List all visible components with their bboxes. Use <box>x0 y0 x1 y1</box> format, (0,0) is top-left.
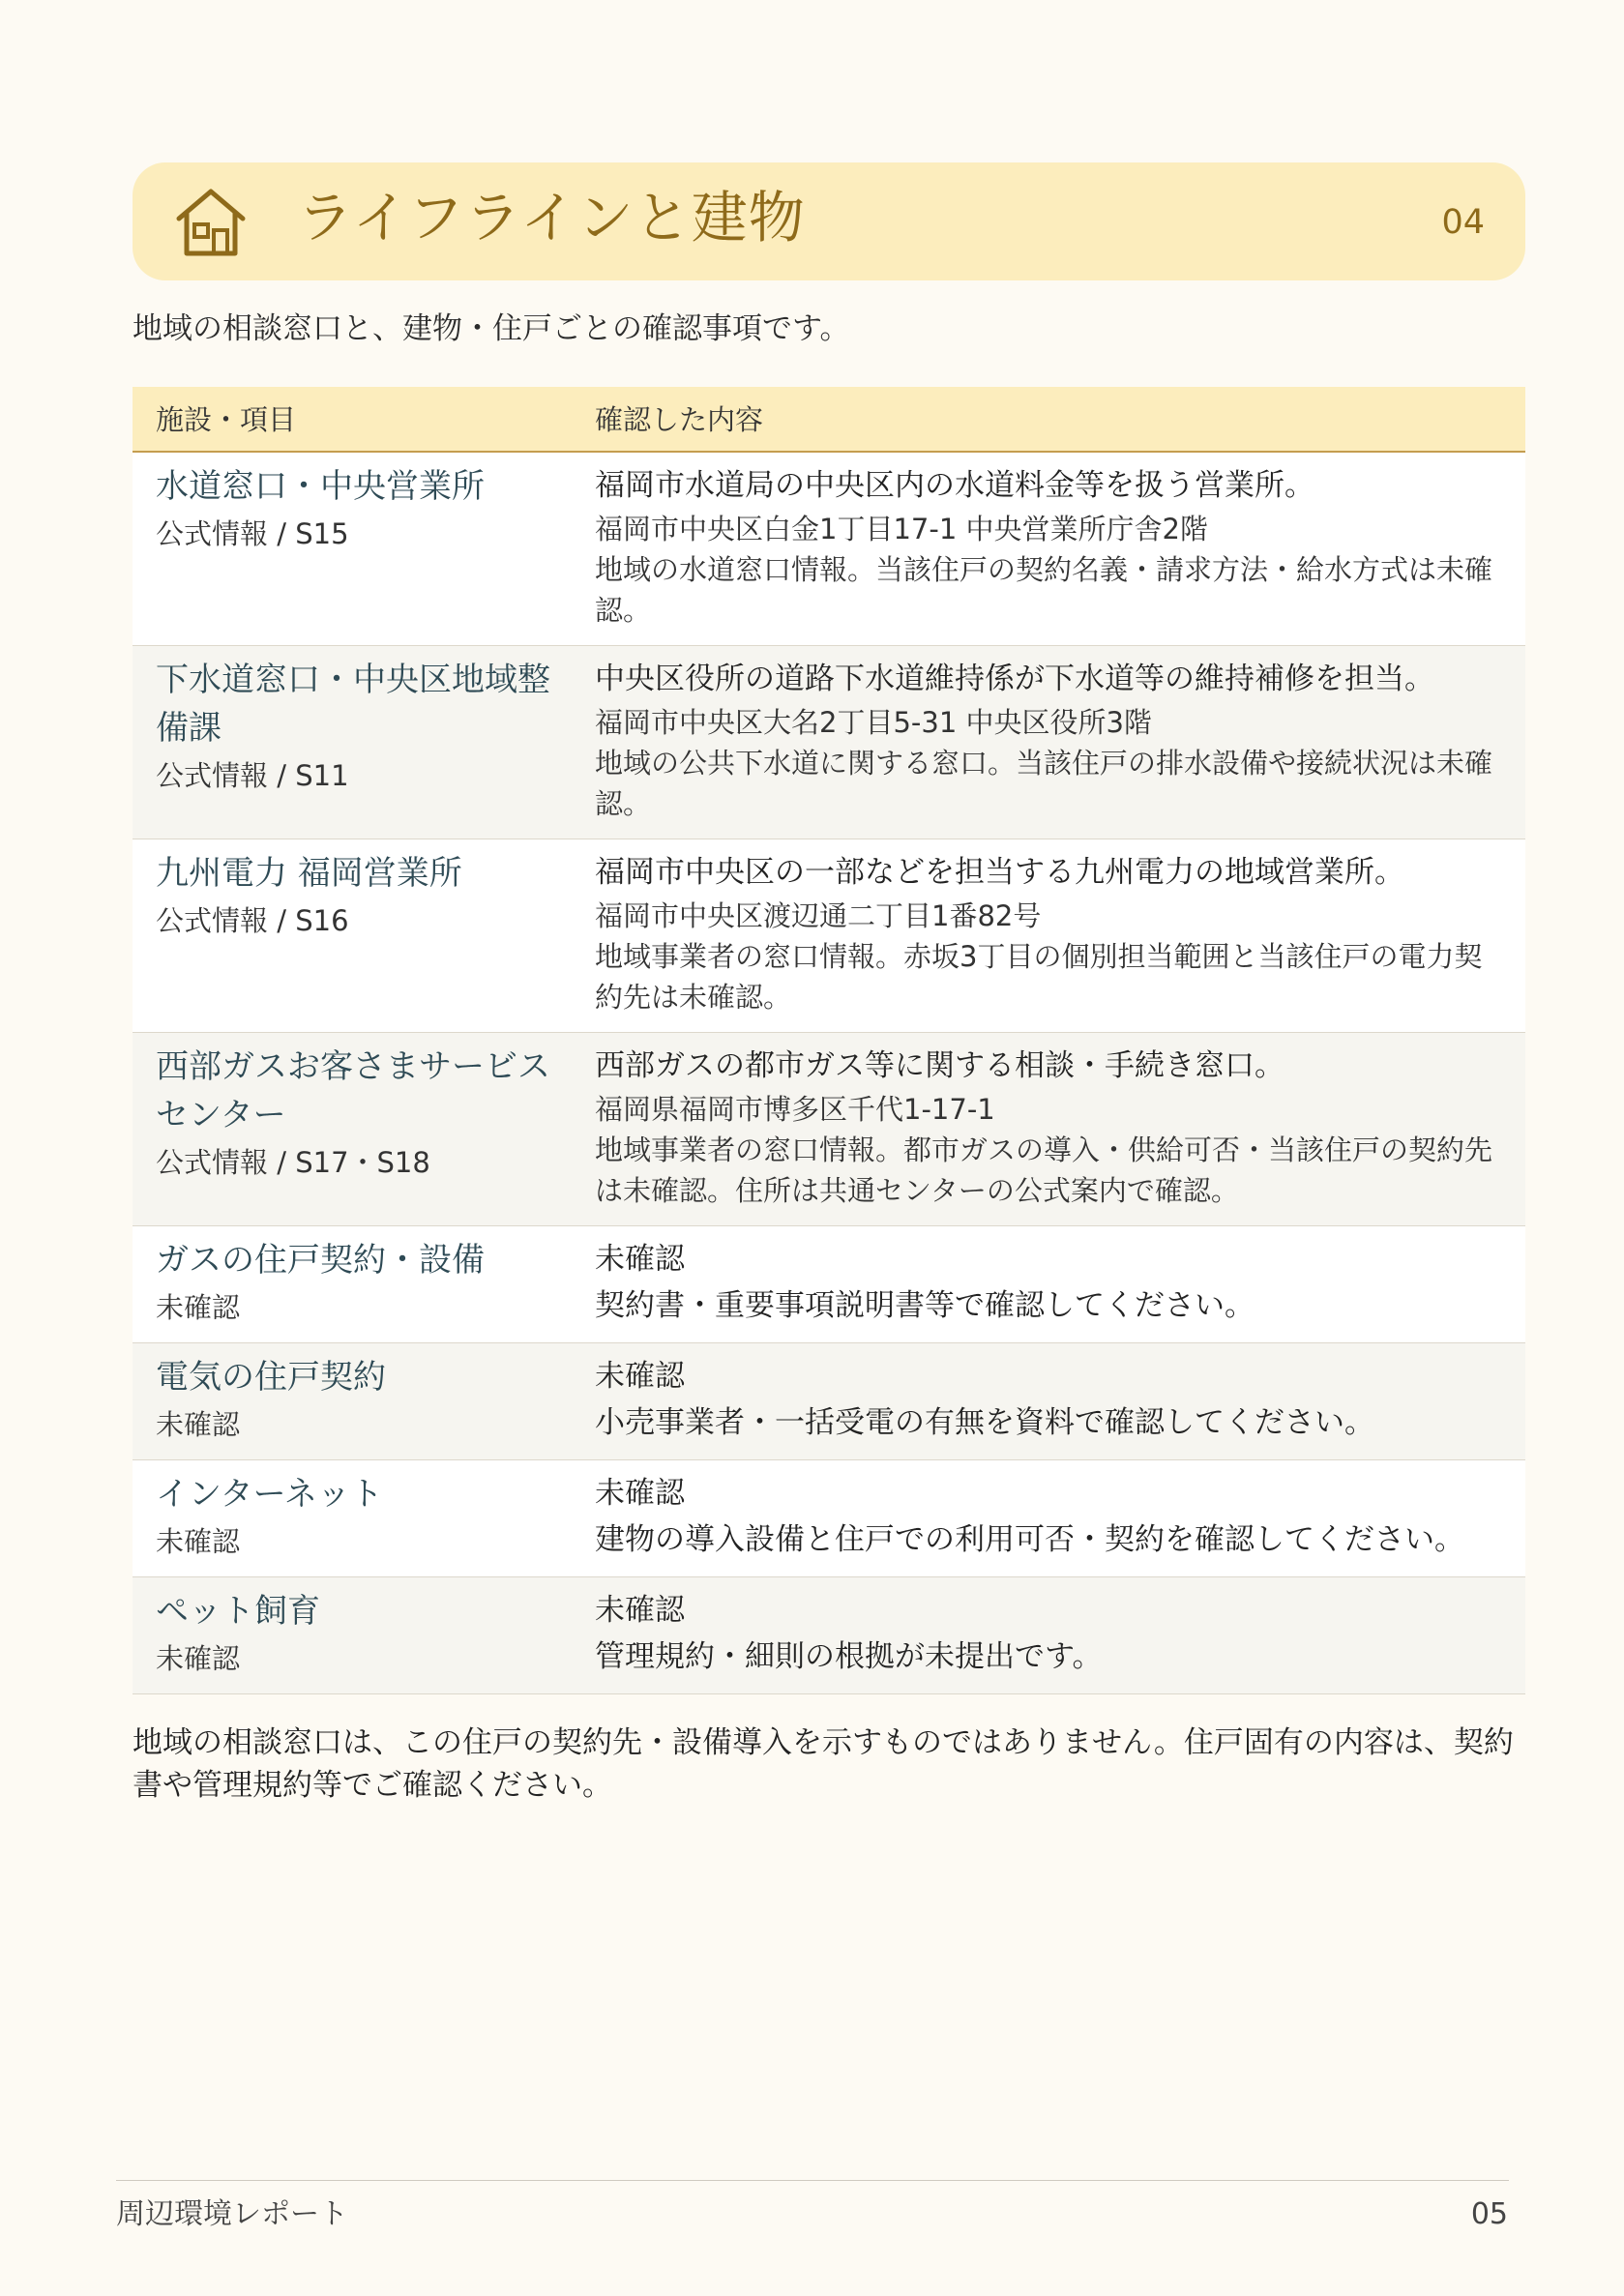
footnote: 地域の相談窓口は、この住戸の契約先・設備導入を示すものではありません。住戸固有の内容は、契約書や管理規約等でご確認ください。 <box>133 1725 1514 1803</box>
item-address: 福岡市中央区渡辺通二丁目1番82号 <box>595 899 1042 932</box>
item-note: 契約書・重要事項説明書等で確認してください。 <box>595 1288 1255 1323</box>
item-status: 未確認 <box>595 1593 685 1628</box>
table-row <box>133 646 1525 839</box>
table-row <box>133 1460 1525 1577</box>
item-source: 未確認 <box>156 1408 241 1441</box>
section-title: ライフラインと建物 <box>297 185 806 250</box>
item-note: 地域の公共下水道に関する窓口。当該住戸の排水設備や接続状況は未確認。 <box>595 747 1493 820</box>
lifeline-table <box>133 387 1525 1694</box>
table-row <box>133 1033 1525 1226</box>
item-description: 福岡市水道局の中央区内の水道料金等を扱う営業所。 <box>595 468 1314 503</box>
table-row <box>133 1577 1525 1694</box>
item-note: 地域事業者の窓口情報。都市ガスの導入・供給可否・当該住戸の契約先は未確認。住所は共通センターの公式案内で確認。 <box>595 1133 1493 1207</box>
section-number: 04 <box>1441 203 1485 242</box>
item-name: 下水道窓口・中央区地域整備課 <box>156 661 550 748</box>
intro-text: 地域の相談窓口と、建物・住戸ごとの確認事項です。 <box>133 311 850 346</box>
item-note: 地域事業者の窓口情報。赤坂3丁目の個別担当範囲と当該住戸の電力契約先は未確認。 <box>595 940 1483 1014</box>
house-icon <box>171 182 251 261</box>
footer-divider <box>116 2180 1509 2181</box>
item-note: 建物の導入設備と住戸での利用可否・契約を確認してください。 <box>595 1522 1464 1557</box>
table-row <box>133 453 1525 646</box>
item-name: 水道窓口・中央営業所 <box>156 467 485 506</box>
section-header <box>133 162 1525 280</box>
item-source: 公式情報 / S15 <box>156 517 349 550</box>
item-status: 未確認 <box>595 1359 685 1394</box>
item-source: 未確認 <box>156 1642 241 1675</box>
item-description: 福岡市中央区の一部などを担当する九州電力の地域営業所。 <box>595 855 1404 890</box>
item-name: ペット飼育 <box>156 1592 320 1631</box>
item-address: 福岡市中央区大名2丁目5-31 中央区役所3階 <box>595 706 1152 739</box>
item-description: 西部ガスの都市ガス等に関する相談・手続き窓口。 <box>595 1048 1284 1083</box>
item-source: 公式情報 / S17・S18 <box>156 1146 430 1179</box>
item-name: 九州電力 福岡営業所 <box>156 854 462 893</box>
table-row <box>133 1226 1525 1343</box>
item-name: ガスの住戸契約・設備 <box>156 1241 485 1280</box>
item-note: 小売事業者・一括受電の有無を資料で確認してください。 <box>595 1405 1374 1440</box>
item-source: 未確認 <box>156 1291 241 1324</box>
footer-report-title: 周辺環境レポート <box>116 2197 348 2231</box>
item-source: 未確認 <box>156 1525 241 1558</box>
item-note: 管理規約・細則の根拠が未提出です。 <box>595 1639 1103 1674</box>
footer-page-number: 05 <box>1470 2197 1508 2231</box>
item-address: 福岡県福岡市博多区千代1-17-1 <box>595 1093 995 1126</box>
item-name: インターネット <box>156 1475 383 1514</box>
item-source: 公式情報 / S11 <box>156 759 349 792</box>
table-header <box>133 387 1525 453</box>
table-row <box>133 1343 1525 1460</box>
item-status: 未確認 <box>595 1476 685 1511</box>
item-name: 西部ガスお客さまサービスセンター <box>156 1047 550 1134</box>
header-facility: 施設・項目 <box>156 403 297 436</box>
item-description: 中央区役所の道路下水道維持係が下水道等の維持補修を担当。 <box>595 662 1434 696</box>
header-confirmed: 確認した内容 <box>595 403 764 436</box>
item-address: 福岡市中央区白金1丁目17-1 中央営業所庁舎2階 <box>595 513 1208 545</box>
item-source: 公式情報 / S16 <box>156 904 349 937</box>
item-name: 電気の住戸契約 <box>156 1358 386 1397</box>
item-status: 未確認 <box>595 1242 685 1277</box>
item-note: 地域の水道窓口情報。当該住戸の契約名義・請求方法・給水方式は未確認。 <box>595 553 1493 627</box>
table-row <box>133 839 1525 1033</box>
